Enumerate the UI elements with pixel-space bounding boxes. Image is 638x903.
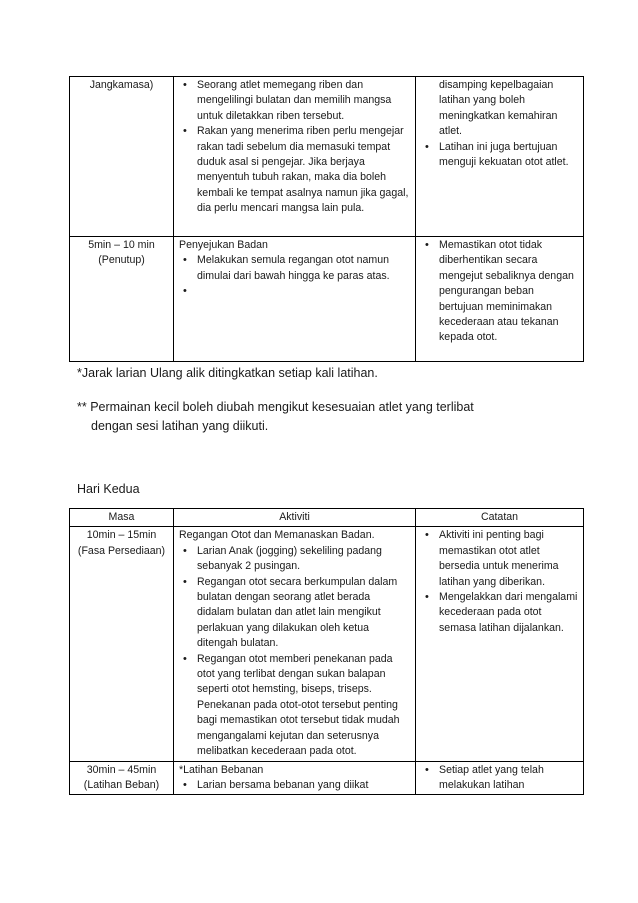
list-item-empty: [179, 284, 410, 299]
masa-cell: [70, 237, 174, 362]
list-item: • Setiap atlet yang telah melakukan latihan: [421, 763, 578, 794]
table-row: [70, 77, 584, 237]
catatan-cell: [416, 77, 584, 237]
note-jarak-larian: *Jarak larian Ulang alik ditingkatkan setiap kali latihan.: [77, 366, 378, 380]
column-header-aktiviti: Aktiviti: [174, 509, 416, 527]
aktiviti-cell: [174, 527, 416, 761]
list-item: • Regangan otot secara berkumpulan dalam bulatan dengan seorang atlet berada didalam bulatan dan atlet lain mengikut perlakuan yang dilakukan oleh ketua ditengah bulatan.: [179, 575, 410, 652]
catatan-continued-text: disamping kepelbagaian latihan yang boleh meningkatkan kemahiran atlet.: [439, 79, 558, 138]
list-item: • Mengelakkan dari mengalami kecederaan pada otot semasa latihan dijalankan.: [421, 590, 578, 636]
aktiviti-heading: Penyejukan Badan: [179, 239, 268, 251]
list-item: • Regangan otot memberi penekanan pada otot yang terlibat dengan sukan balapan seperti otot hemsting, biseps, triseps. Penekanan pada otot-otot tersebut penting bagi memastikan otot tersebut tidak mudah mengangalami kejutan dan seterusnya melibatkan kecederaan pada otot.: [179, 652, 410, 760]
table-header-row: [70, 509, 584, 527]
catatan-cell: [416, 761, 584, 795]
column-header-masa: Masa: [70, 509, 174, 527]
masa-cell: [70, 527, 174, 761]
aktiviti-heading: Regangan Otot dan Memanaskan Badan.: [179, 529, 375, 542]
catatan-cell: [416, 237, 584, 362]
masa-line: (Fasa Persediaan): [77, 544, 166, 557]
list-item: • Latihan ini juga bertujuan menguji kekuatan otot atlet.: [421, 140, 578, 171]
masa-line: (Penutup): [98, 254, 145, 267]
list-item: • Rakan yang menerima riben perlu mengejar rakan tadi sebelum dia memasuki tempat duduk asal si pengejar. Jika berjaya menyentuh tubuh rakan, maka dia boleh kembali ke tempat asalnya namun jika gagal, dia perlu mencari mangsa lain pula.: [179, 124, 410, 216]
aktiviti-cell: [174, 237, 416, 362]
list-item: • Larian Anak (jogging) sekeliling padang sebanyak 2 pusingan.: [179, 544, 410, 575]
day-title: Hari Kedua: [77, 482, 140, 496]
masa-line: 30min – 45min: [86, 763, 157, 776]
list-item: • Seorang atlet memegang riben dan mengelilingi bulatan dan memilih mangsa untuk diletakkan riben tersebut.: [179, 78, 410, 124]
catatan-list: [421, 528, 578, 636]
catatan-list: [421, 763, 578, 794]
aktiviti-heading: *Latihan Bebanan: [179, 763, 264, 776]
list-item: • Melakukan semula regangan otot namun dimulai dari bawah hingga ke paras atas.: [179, 253, 410, 284]
aktiviti-list: [179, 544, 410, 760]
masa-line: Jangkamasa): [89, 79, 154, 91]
list-item: • Aktiviti ini penting bagi memastikan otot atlet bersedia untuk menerima latihan yang diberikan.: [421, 528, 578, 590]
training-table-continued: [69, 76, 584, 362]
table-row: [70, 237, 584, 362]
aktiviti-list: [179, 778, 410, 793]
column-header-catatan: Catatan: [416, 509, 584, 527]
masa-line: 10min – 15min: [86, 529, 157, 542]
aktiviti-cell: [174, 761, 416, 795]
catatan-cell: [416, 527, 584, 761]
catatan-list: [421, 140, 578, 171]
masa-cell: [70, 761, 174, 795]
aktiviti-list: [179, 78, 410, 217]
aktiviti-cell: [174, 77, 416, 237]
catatan-list: [421, 238, 578, 346]
aktiviti-list: [179, 253, 410, 299]
list-item: • Memastikan otot tidak diberhentikan secara mengejut sebaliknya dengan pengurangan beban bertujuan meminimakan kecederaan atau tekanan kepada otot.: [421, 238, 578, 346]
list-item: • Larian bersama bebanan yang diikat: [179, 778, 410, 793]
masa-line: (Latihan Beban): [83, 778, 160, 791]
note-permainan-kecil-cont: dengan sesi latihan yang diikuti.: [91, 419, 269, 433]
table-row: [70, 527, 584, 761]
table-row: [70, 761, 584, 795]
note-permainan-kecil: ** Permainan kecil boleh diubah mengikut kesesuaian atlet yang terlibat: [77, 400, 474, 414]
masa-line: 5min – 10 min: [88, 239, 155, 251]
training-table-day-two: [69, 508, 584, 795]
masa-cell: [70, 77, 174, 237]
